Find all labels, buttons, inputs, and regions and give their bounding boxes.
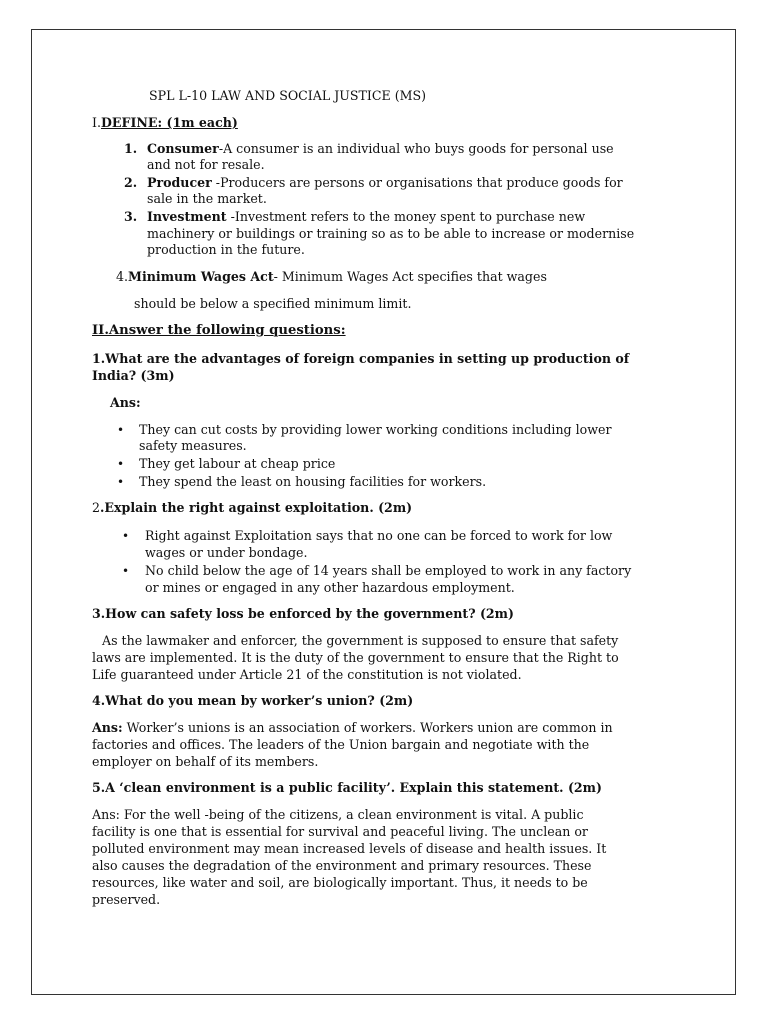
- answer-text: laws are implemented. It is the duty of the government to ensure that the Right to: [92, 650, 619, 665]
- definition-minimum-wages: 4.Minimum Wages Act- Minimum Wages Act specifies that wages: [116, 269, 547, 284]
- section-questions-heading: II.Answer the following questions:: [92, 323, 346, 338]
- question-3: 3.How can safety loss be enforced by the government? (2m): [92, 606, 514, 621]
- list-number: 3.: [124, 209, 138, 224]
- document-title: SPL L-10 LAW AND SOCIAL JUSTICE (MS): [149, 88, 427, 103]
- bullet-icon: •: [117, 423, 125, 437]
- answer-text: Life guaranteed under Article 21 of the constitution is not violated.: [92, 667, 522, 682]
- question-5: 5.A ‘clean environment is a public facility’. Explain this statement. (2m): [92, 780, 602, 795]
- definition-line: machinery or buildings or training so as to be able to increase or modernise: [147, 226, 635, 241]
- answer-text: Ans: For the well -being of the citizens, a clean environment is vital. A public: [92, 807, 584, 822]
- answer-text: employer on behalf of its members.: [92, 754, 319, 769]
- definition-line: and not for resale.: [147, 157, 265, 172]
- bullet-icon: •: [122, 564, 130, 578]
- question-1-line: India? (3m): [92, 368, 175, 383]
- answer-text: factories and offices. The leaders of the Union bargain and negotiate with the: [92, 737, 590, 752]
- bullet-icon: •: [117, 457, 125, 471]
- definition-producer: Producer -Producers are persons or organisations that produce goods for: [147, 175, 623, 190]
- answer-label: Ans:: [110, 395, 141, 410]
- answer-text: resources, like water and soil, are biologically important. Thus, it needs to be: [92, 875, 588, 890]
- answer-text: preserved.: [92, 892, 161, 907]
- answer-bullet: They spend the least on housing facilities for workers.: [139, 474, 487, 489]
- question-4: 4.What do you mean by worker’s union? (2m): [92, 693, 414, 708]
- answer-bullet: They get labour at cheap price: [139, 456, 336, 471]
- bullet-icon: •: [122, 529, 130, 543]
- definition-line: sale in the market.: [147, 191, 267, 206]
- answer-text: polluted environment may mean increased levels of disease and health issues. It: [92, 841, 607, 856]
- question-2: 2.Explain the right against exploitation. (2m): [92, 500, 413, 515]
- list-number: 2.: [124, 175, 138, 190]
- answer-text: facility is one that is essential for survival and peaceful living. The unclean or: [92, 824, 588, 839]
- answer-bullet-line: or mines or engaged in any other hazardous employment.: [145, 580, 515, 595]
- answer-bullet-line: safety measures.: [139, 438, 247, 453]
- definition-consumer: Consumer-A consumer is an individual who buys goods for personal use: [147, 141, 614, 156]
- section-define-heading: I.DEFINE: (1m each): [92, 115, 238, 130]
- bullet-icon: •: [117, 475, 125, 489]
- answer-bullet-line: wages or under bondage.: [145, 545, 308, 560]
- answer-bullet: No child below the age of 14 years shall be employed to work in any factory: [145, 563, 632, 578]
- list-number: 1.: [124, 141, 138, 156]
- question-1: 1.What are the advantages of foreign companies in setting up production of: [92, 351, 630, 366]
- answer-text: also causes the degradation of the environment and primary resources. These: [92, 858, 592, 873]
- definition-line: production in the future.: [147, 242, 305, 257]
- definition-investment: Investment -Investment refers to the money spent to purchase new: [147, 209, 586, 224]
- answer-text: As the lawmaker and enforcer, the government is supposed to ensure that safety: [102, 633, 619, 648]
- answer-bullet: Right against Exploitation says that no one can be forced to work for low: [145, 528, 613, 543]
- definition-line: should be below a specified minimum limit.: [134, 296, 412, 311]
- answer-bullet: They can cut costs by providing lower working conditions including lower: [139, 422, 612, 437]
- answer-text: Ans: Worker’s unions is an association of workers. Workers union are common in: [92, 720, 613, 735]
